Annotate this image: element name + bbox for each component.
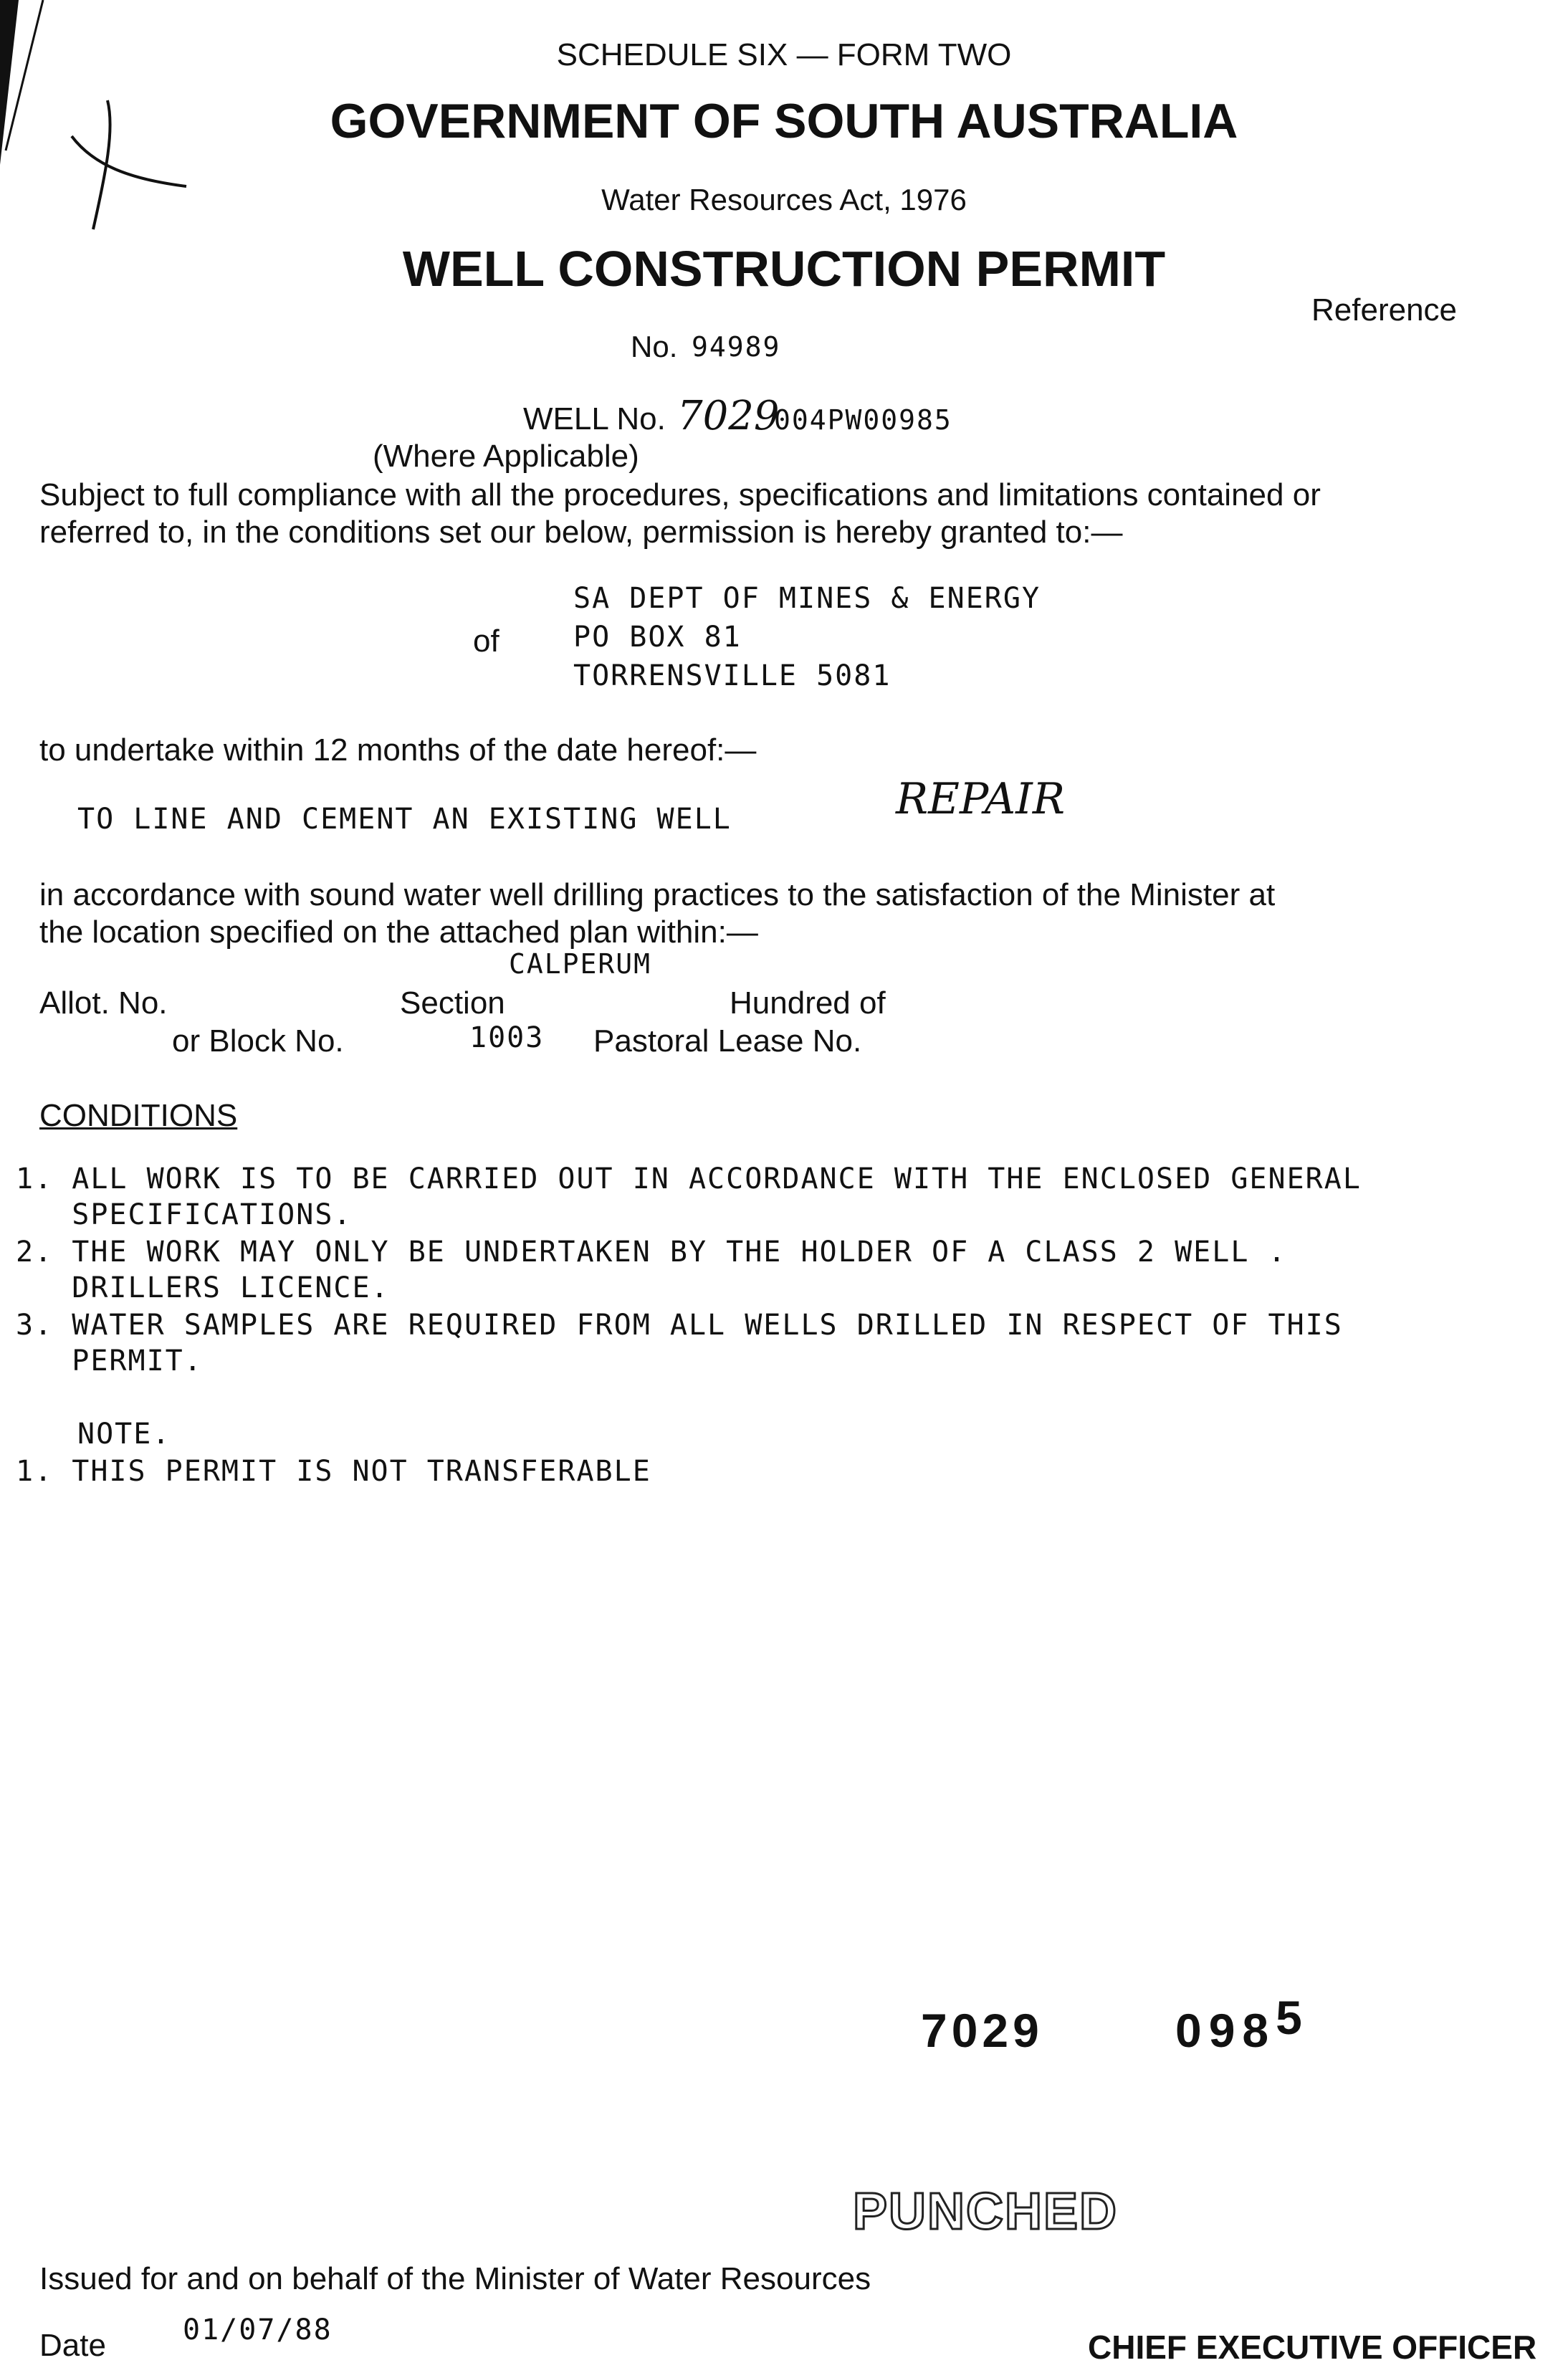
condition-line: 1. ALL WORK IS TO BE CARRIED OUT IN ACCORDANCE WITH THE ENCLOSED GENERAL (16, 1162, 1362, 1195)
accordance-statement (39, 877, 1275, 951)
government-heading: GOVERNMENT OF SOUTH AUSTRALIA (330, 94, 1238, 148)
reference-label: Reference (1311, 292, 1458, 328)
allotment-label: Allot. No. (39, 985, 168, 1021)
undertake-intro: to undertake within 12 months of the date hereof:— (39, 732, 757, 768)
signatory-title: CHIEF EXECUTIVE OFFICER (1088, 2329, 1537, 2366)
grant-statement (39, 477, 1321, 551)
schedule-heading: SCHEDULE SIX — FORM TWO (556, 37, 1012, 72)
permit-title: WELL CONSTRUCTION PERMIT (402, 241, 1166, 297)
condition-line: 3. WATER SAMPLES ARE REQUIRED FROM ALL WELLS DRILLED IN RESPECT OF THIS (16, 1309, 1343, 1342)
condition-line: DRILLERS LICENCE. (16, 1271, 390, 1304)
condition-line: 2. THE WORK MAY ONLY BE UNDERTAKEN BY THE HOLDER OF A CLASS 2 WELL . (16, 1236, 1287, 1269)
of-label: of (473, 624, 499, 659)
note-heading: NOTE. (77, 1418, 171, 1451)
issued-statement: Issued for and on behalf of the Minister of Water Resources (39, 2261, 871, 2296)
reference-number-part-a: 7029 (921, 2004, 1043, 2057)
accordance-line: in accordance with sound water well drilling practices to the satisfaction of the Minister at (39, 877, 1276, 912)
grantee-po-box: PO BOX 81 (573, 621, 742, 654)
hundred-label: Hundred of (730, 985, 886, 1021)
note-item: 1. THIS PERMIT IS NOT TRANSFERABLE (16, 1455, 651, 1488)
condition-line: SPECIFICATIONS. (16, 1198, 353, 1231)
grant-statement-line: Subject to full compliance with all the procedures, specifications and limitations contained or (39, 477, 1321, 512)
reference-number-part-b (1175, 1991, 1309, 2058)
conditions-heading: CONDITIONS (39, 1098, 238, 1133)
pastoral-lease-label: Pastoral Lease No. (593, 1023, 862, 1059)
reference-number-part-b-main: 098 (1175, 2004, 1276, 2057)
where-applicable-note: (Where Applicable) (373, 439, 639, 474)
accordance-line: the location specified on the attached plan within:— (39, 915, 758, 950)
well-number-value: 004PW00985 (774, 404, 952, 436)
grantee-name: SA DEPT OF MINES & ENERGY (573, 582, 1041, 615)
punched-stamp: PUNCHED (853, 2183, 1119, 2240)
well-number-label: WELL No. (523, 401, 666, 436)
location-place: CALPERUM (509, 948, 652, 980)
reference-number-part-b-super: 5 (1276, 1991, 1309, 2044)
permit-number-value: 94989 (692, 331, 781, 363)
task-description: TO LINE AND CEMENT AN EXISTING WELL (77, 803, 732, 836)
grantee-locality: TORRENSVILLE 5081 (573, 659, 891, 692)
block-label: or Block No. (172, 1023, 344, 1059)
condition-line: PERMIT. (16, 1345, 203, 1377)
section-label: Section (400, 985, 505, 1021)
handwritten-repair-note: REPAIR (896, 774, 1066, 824)
act-heading: Water Resources Act, 1976 (601, 183, 967, 216)
permit-number-label: No. (631, 330, 678, 363)
date-label: Date (39, 2328, 106, 2363)
date-value: 01/07/88 (183, 2313, 333, 2346)
well-number-handwritten: 7029 (677, 393, 780, 439)
block-value: 1003 (469, 1021, 545, 1054)
grant-statement-line: referred to, in the conditions set our below, permission is hereby granted to:— (39, 515, 1123, 550)
